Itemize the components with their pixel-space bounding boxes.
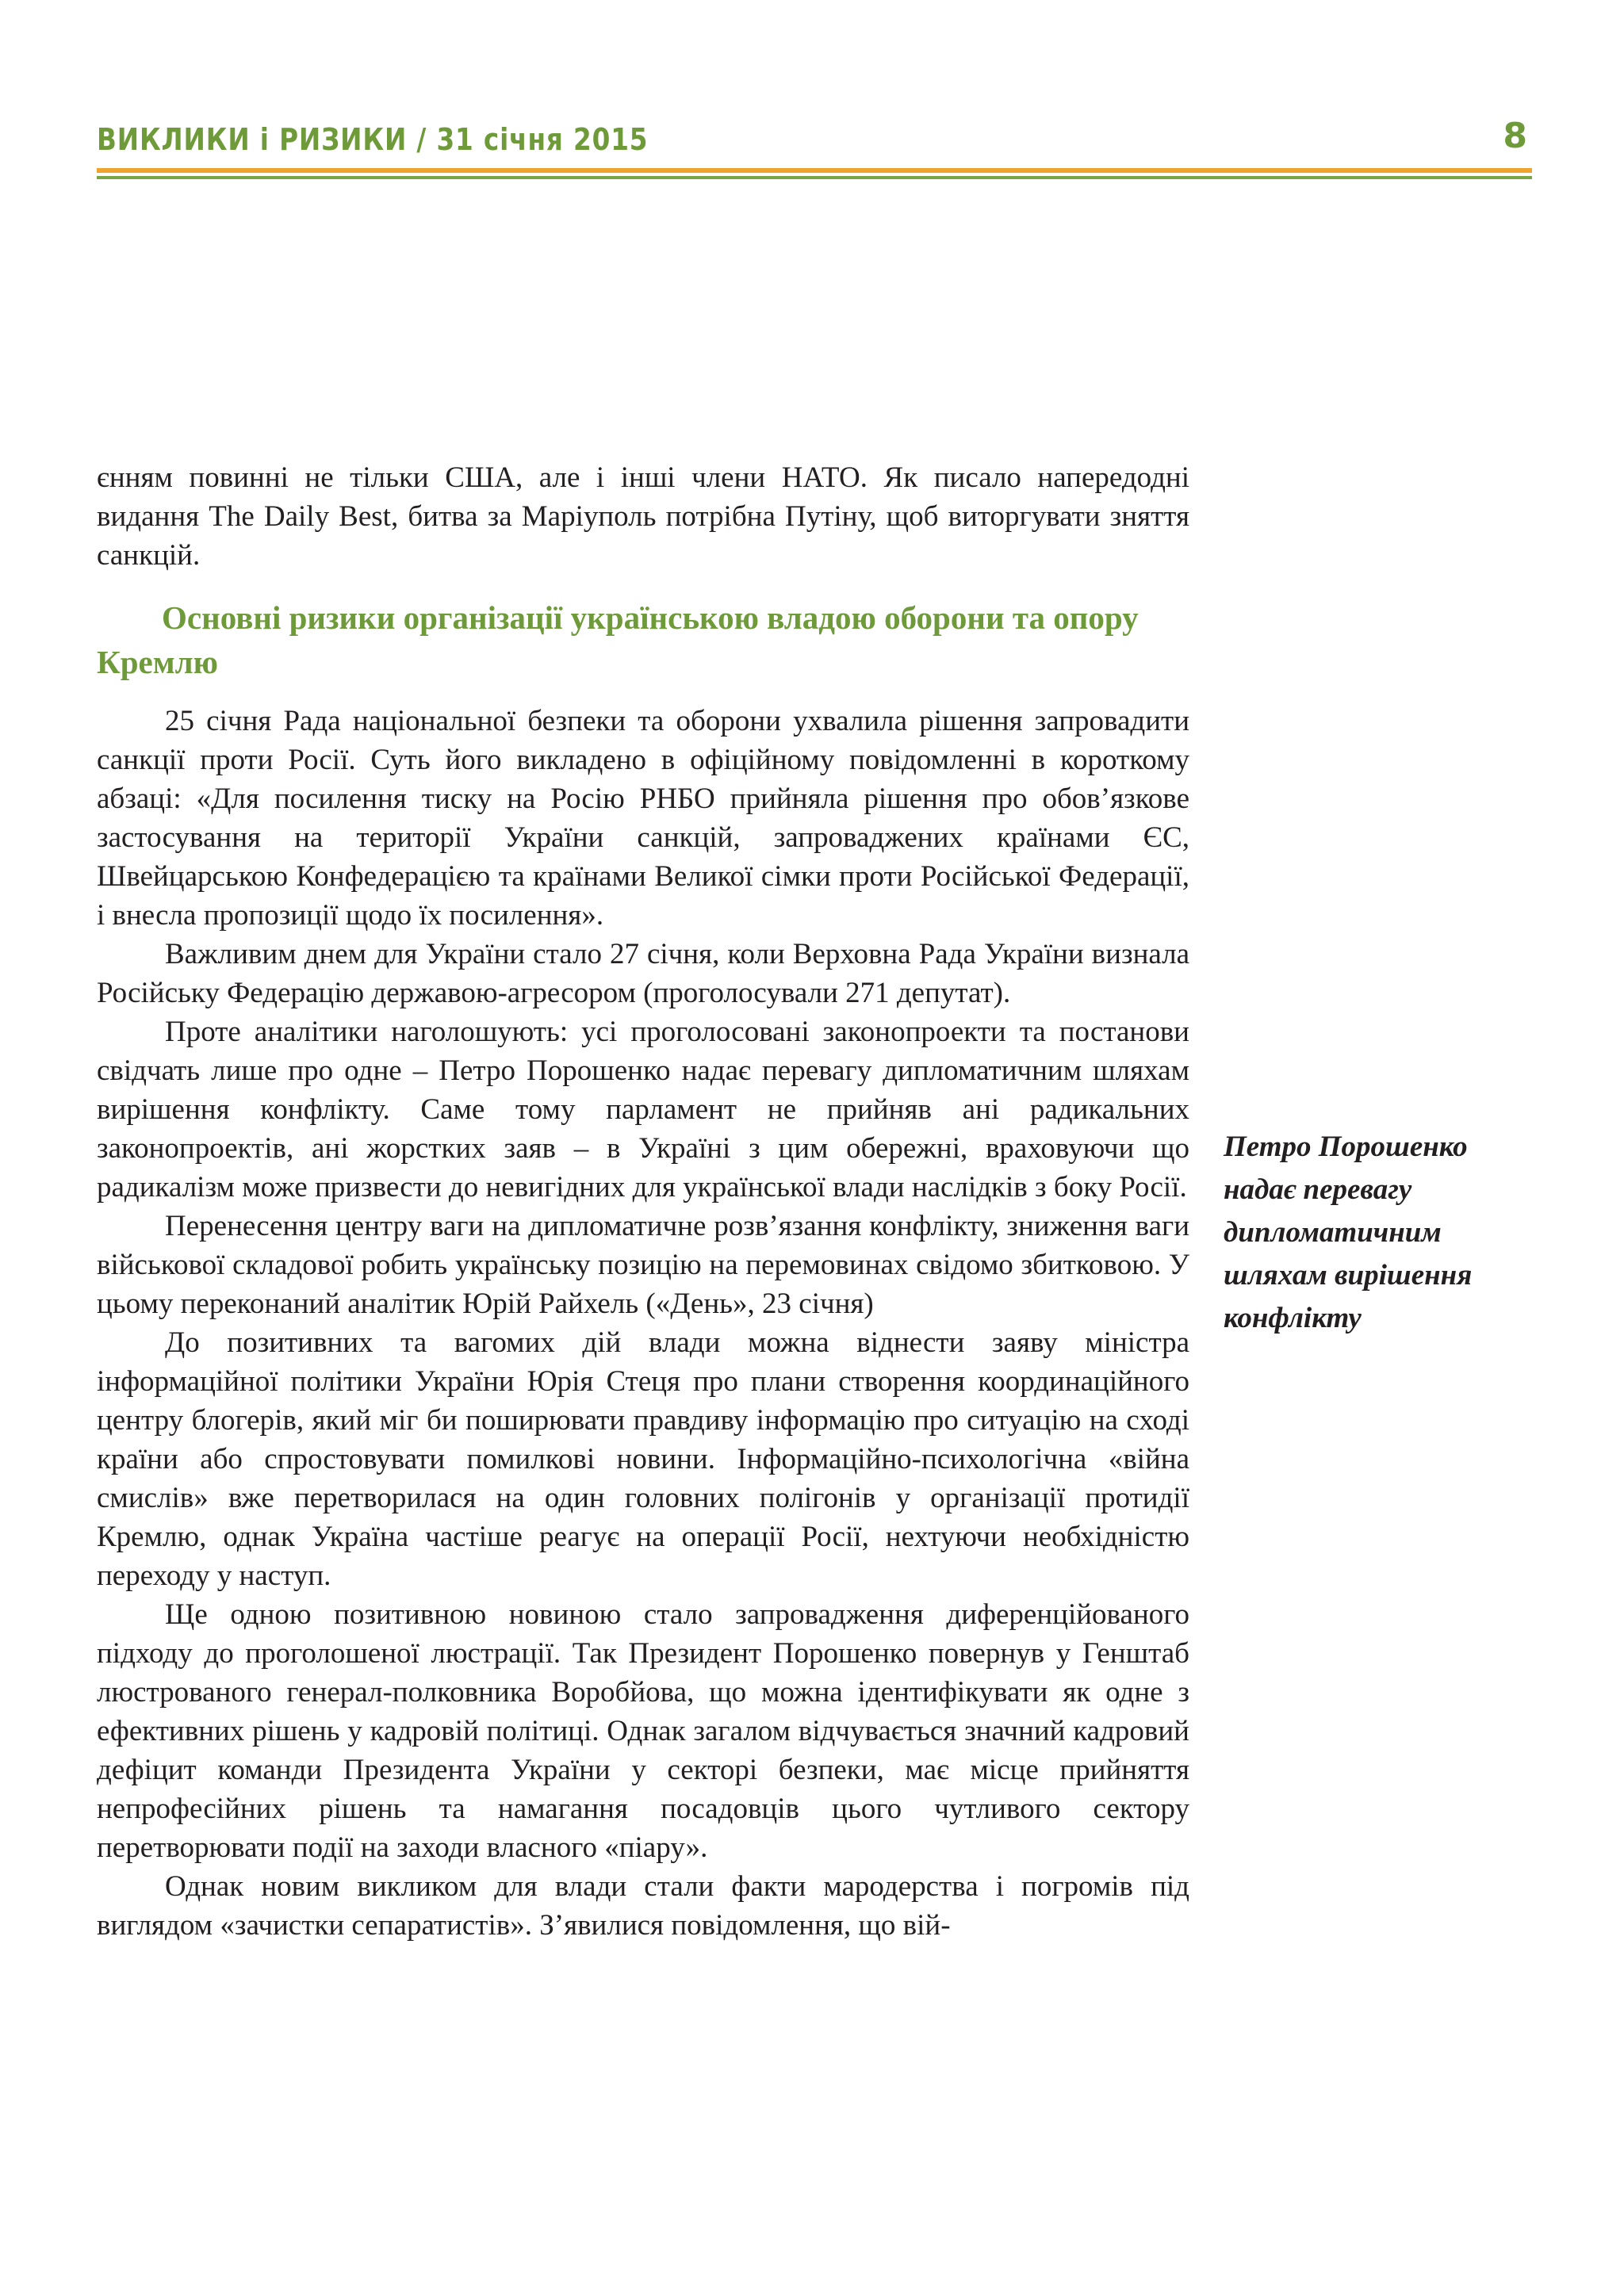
body-paragraph: 25 січня Рада національної безпеки та оборони ухвалила рішення запровадити санкції проти Росії. Суть його викладено в офіційному повідомленні в короткому абзаці: «Для посилення тиску на Росію РНБО прийняла рішення про обов’язкове застосування на території України санкцій, запроваджених країнами ЄС, Швейцарською Конфедерацією та країнами Великої сімки проти Російської Федерації, і внесла пропозиції щодо їх посилення». <box>97 705 1189 932</box>
header-rule-green <box>97 176 1532 179</box>
publication-title: ВИКЛИКИ і РИЗИКИ / 31 січня 2015 <box>97 122 649 157</box>
body-paragraph: Проте аналітики наголошують: усі проголосовані законопроекти та постанови свідчать лише про одне – Петро Порошенко надає перевагу дипломатичним шляхам вирішення конфлікту. Саме тому парламент не прийняв ані радикальних законопроектів, ані жорстких заяв – в Україні з цим обережні, враховуючи що радикалізм може призвести до невигідних для української влади наслідків з боку Росії. <box>97 1016 1189 1203</box>
body-paragraph: До позитивних та вагомих дій влади можна віднести заяву міністра інформаційної політики України Юрія Стеця про плани створення координаційного центру блогерів, який міг би поширювати правдиву інформацію про ситуацію на сході країни або спростовувати помилкові новини. Інформаційно-психологічна «війна смислів» вже перетворилася на один головних полігонів у організації протидії Кремлю, однак Україна частіше реагує на операції Росії, нехтуючи необхідністю переходу у наступ. <box>97 1326 1189 1592</box>
body-paragraph: Однак новим викликом для влади стали факти мародерства і погромів під виглядом «зачистки сепаратистів». З’явилися повідомлення, що вій- <box>97 1870 1189 1942</box>
intro-paragraph: єнням повинні не тільки США, але і інші члени НАТО. Як писало напередодні видання The Daily Best, битва за Маріуполь потрібна Путіну, щоб виторгувати зняття санкцій. <box>97 461 1189 572</box>
page-number: 8 <box>1503 116 1527 156</box>
body-paragraph: Важливим днем для України стало 27 січня, коли Верховна Рада України визнала Російську Федерацію державою-агресором (проголосували 271 депутат). <box>97 938 1189 1009</box>
main-text-column <box>97 458 1189 1945</box>
header-rule-orange <box>97 168 1532 173</box>
sidebar-pull-quote: Петро Порошенко надає перевагу дипломатичним шляхам вирішення конфлікту <box>1224 1131 1473 1334</box>
page-header <box>95 117 1532 173</box>
section-heading: Основні ризики організації українською владою оборони та опору Кремлю <box>97 599 1139 680</box>
body-paragraph: Перенесення центру ваги на дипломатичне розв’язання конфлікту, зниження ваги військової складової робить українську позицію на перемовинах свідомо збитковою. У цьому переконаний аналітик Юрій Райхель («День», 23 січня) <box>97 1210 1189 1320</box>
body-paragraph: Ще одною позитивною новиною стало запровадження диференційованого підходу до проголошеної люстрації. Так Президент Порошенко повернув у Генштаб люстрованого генерал-полковника Воробйова, що можна ідентифікувати як одне з ефективних рішень у кадровій політиці. Однак загалом відчувається значний кадровий дефіцит команди Президента України у секторі безпеки, має місце прийняття непрофесійних рішень та намагання посадовців цього чутливого сектору перетворювати події на заходи власного «піару». <box>97 1598 1189 1864</box>
